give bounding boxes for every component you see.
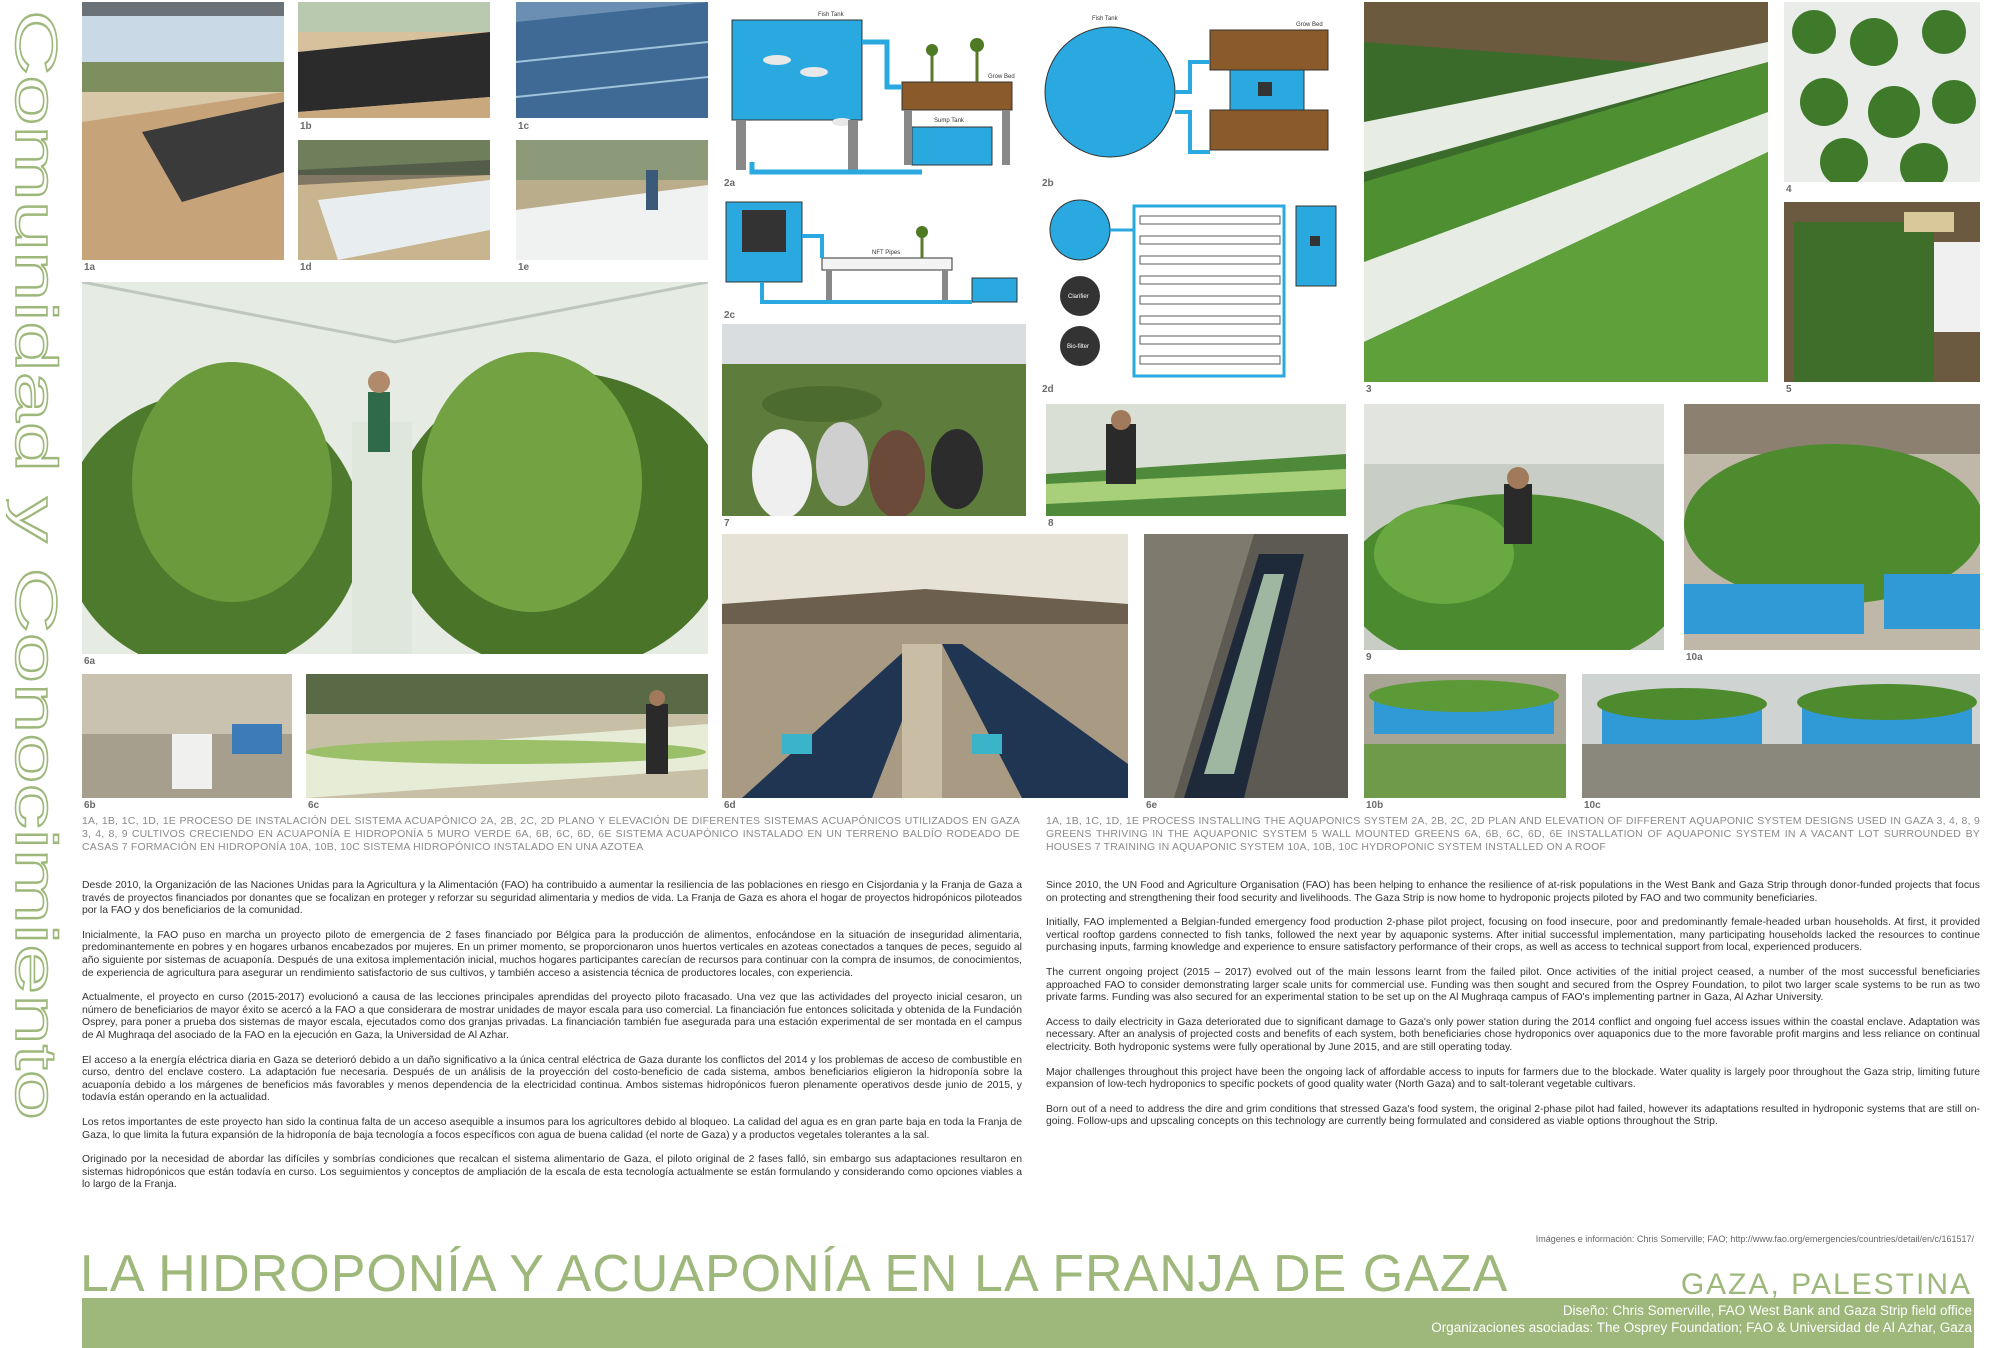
label-2d: 2d xyxy=(1042,384,1054,395)
photo-4 xyxy=(1784,2,1980,182)
photo-6a xyxy=(82,282,708,654)
label-6e: 6e xyxy=(1146,800,1158,811)
diagram-2a xyxy=(722,2,1026,176)
diagram-2d xyxy=(1040,196,1344,382)
label-1b: 1b xyxy=(300,121,312,132)
body-text-es xyxy=(82,880,1022,1204)
photo-1a xyxy=(82,2,284,260)
body-en-paragraph: The current ongoing project (2015 – 2017) evolved out of the main lessons learnt from the failed pilot. Once activities of the initial project ceased, a number of the most successful beneficiaries approached FAO to consider demonstrating larger scale units for commercial use. Funding was then sought and secured from the Osprey Foundation, to pilot two larger scale systems to be run as two private farms. Funding was also secured for an experimental station to be set up on the Al Mughraqa campus of FAO's implementing partner in Gaza, Al Azhar University. xyxy=(1046,966,1980,1004)
body-en-paragraph: Born out of a need to address the dire and grim conditions that stressed Gaza's food system, the original 2-phase pilot had failed, however its adaptations resulted in hydroponic systems that are still on-going. Follow-ups and upscaling concepts on this technology are currently being formulated and considered as viable options throughout the Strip. xyxy=(1046,1103,1980,1128)
label-1c: 1c xyxy=(518,121,530,132)
photo-5 xyxy=(1784,202,1980,382)
photo-7 xyxy=(722,324,1026,516)
label-6d: 6d xyxy=(724,800,736,811)
diagram-2a-sump-tank: Sump Tank xyxy=(934,118,964,124)
body-en-paragraph: Access to daily electricity in Gaza deteriorated due to significant damage to Gaza's only power station during the 2014 conflict and ongoing fuel access issues within the coastal enclave. Adaptation was necessary. After an analysis of projected costs and benefits of each system, both beneficiaries chose hydroponics over aquaponics due to the more favorable profit margins and less reliance on continual electricity. Both hydroponic systems were fully operational by June 2015, and are still operating today. xyxy=(1046,1016,1980,1053)
diagram-2c xyxy=(722,196,1026,308)
photo-6d xyxy=(722,534,1128,798)
caption-es: 1A, 1B, 1C, 1D, 1E PROCESO DE INSTALACIÓN DEL SISTEMA ACUAPÓNICO 2A, 2B, 2C, 2D PLANO Y ELEVACIÓN DE DIFERENTES SISTEMAS ACUAPÓNICOS UTILIZADOS EN GAZA 3, 4, 8, 9 CULTIVOS CRECIENDO EN ACUAPONÍA E HIDROPONÍA 5 MURO VERDE 6A, 6B, 6C, 6D, 6E SISTEMA ACUAPÓNICO INSTALADO EN UN TERRENO BALDÍO RODEADO DE CASAS 7 FORMACIÓN EN HIDROPONÍA 10A, 10B, 10C SISTEMA HIDROPÓNICO INSTALADO EN UNA AZOTEA xyxy=(82,815,1020,853)
photo-10a xyxy=(1684,404,1980,650)
body-en-paragraph: Since 2010, the UN Food and Agriculture Organisation (FAO) has been helping to enhance the resilience of at-risk populations in the West Bank and Gaza Strip through donor-funded projects that focus on protecting and strengthening their food security and livelihoods. The Gaza Strip is now home to hydroponic projects piloted by FAO and two community beneficiaries. xyxy=(1046,880,1980,904)
label-6a: 6a xyxy=(84,656,96,667)
main-title: LA HIDROPONÍA Y ACUAPONÍA EN LA FRANJA DE GAZA xyxy=(80,1245,1509,1303)
label-9: 9 xyxy=(1366,652,1372,663)
credit-design: Diseño: Chris Somerville, FAO West Bank and Gaza Strip field office xyxy=(1562,1303,1972,1318)
photo-1e xyxy=(516,140,708,260)
body-es-paragraph: Actualmente, el proyecto en curso (2015-2017) evolucionó a causa de las lecciones principales aprendidas del proyecto piloto fracasado. Una vez que las actividades del proyecto inicial cesaron, un número de beneficiarios de mayor éxito se acercó a la FAO a que considerara de mostrar unidades de mayor escala para uso comercial. La financiación fue entonces solicitada y obtenida de la Fundación Osprey, para poner a prueba dos sistemas de mayor escala, ejecutados como dos granjas privadas. La financiación también fue asegurada para una estación experimental de ser montada en el campus de Al Mughraqa del asociado de la FAO en la ejecución en Gaza, la Universidad de Al Azhar. xyxy=(82,992,1022,1041)
label-6b: 6b xyxy=(84,800,96,811)
photo-10c xyxy=(1582,674,1980,798)
diagram-2d-bio-filter: Bio-filter xyxy=(1067,344,1090,350)
photo-9 xyxy=(1364,404,1664,650)
source-credit: Imágenes e información: Chris Somerville; FAO; http://www.fao.org/emergencies/countries/detail/en/c/161517/ xyxy=(1535,1234,1974,1244)
label-10b: 10b xyxy=(1366,800,1384,811)
photo-6b xyxy=(82,674,292,798)
body-es-paragraph: Inicialmente, la FAO puso en marcha un proyecto piloto de emergencia de 2 fases financiado por Bélgica para la producción de alimentos, enfocándose en la situación de inseguridad alimentaria, predominantemente en pobres y en hogares urbanos encabezados por mujeres. En un primer momento, se proporcionaron unos huertos verticales en azoteas conectados a tanques de peces, seguido al año siguiente por sistemas de acuaponía. Después de una exitosa implementación inicial, muchos hogares participantes carecían de recursos para continuar con la compra de insumos, de conocimientos, de experiencia de agricultura para asegurar un rendimiento satisfactorio de sus cultivos, y también acceso a asistencia técnica de productores locales, con experiencia. xyxy=(82,929,1022,979)
diagram-2b-grow-bed: Grow Bed xyxy=(1296,22,1323,28)
photo-8 xyxy=(1046,404,1346,516)
place-name: GAZA, PALESTINA xyxy=(1680,1268,1972,1301)
body-es-paragraph: Originado por la necesidad de abordar las difíciles y sombrías condiciones que recalcan el sistema alimentario de Gaza, el piloto original de 2 fases falló, sin embargo sus adaptaciones resultaron en sistemas hidropónicos que están todavía en curso. Los seguimientos y conceptos de ampliación de la escala de esta tecnología actualmente se están formulando y considerando como opciones viables a lo largo de la Franja. xyxy=(82,1154,1022,1191)
photo-3 xyxy=(1364,2,1768,382)
diagram-2d-clarifier: Clarifier xyxy=(1068,294,1089,300)
photo-1b xyxy=(298,2,490,118)
diagram-2b-fish-tank: Fish Tank xyxy=(1092,16,1118,22)
photo-1d xyxy=(298,140,490,260)
caption-en: 1A, 1B, 1C, 1D, 1E PROCESS INSTALLING THE AQUAPONICS SYSTEM 2A, 2B, 2C, 2D PLAN AND ELEVATION OF DIFFERENT AQUAPONIC SYSTEM DESIGNS USED IN GAZA 3, 4, 8, 9 GREENS THRIVING IN THE AQUAPONIC SYSTEM 5 WALL MOUNTED GREENS 6A, 6B, 6C, 6D, 6E INSTALLATION OF AQUAPONIC SYSTEM IN A VACANT LOT SURROUNDED BY HOUSES 7 TRAINING IN AQUAPONIC SYSTEM 10A, 10B, 10C HYDROPONIC SYSTEM INSTALLED ON A ROOF xyxy=(1046,815,1980,853)
body-es-paragraph: Los retos importantes de este proyecto han sido la continua falta de un acceso asequible a insumos para los agricultores debido al bloqueo. La calidad del agua es en gran parte baja en toda la Franja de Gaza, lo que limita la futura expansión de la hidroponía de baja tecnología a focos específicos con agua de buena calidad (el norte de Gaza) y a productos vegetales tolerantes a la sal. xyxy=(82,1116,1022,1141)
diagram-2a-grow-bed: Grow Bed xyxy=(988,74,1015,80)
label-2c: 2c xyxy=(724,310,736,321)
label-1e: 1e xyxy=(518,262,530,273)
diagram-2a-fish-tank: Fish Tank xyxy=(818,12,844,18)
label-10c: 10c xyxy=(1584,800,1601,811)
body-en-paragraph: Initially, FAO implemented a Belgian-funded emergency food production 2-phase pilot project, focusing on food insecure, poor and predominantly female-headed urban households. At first, it provided vertical rooftop gardens connected to fish tanks, followed the next year by aquaponic systems. After initial successful implementation, many participating households lacked the resources to continue purchasing inputs, farming knowledge and experience to ensure satisfactory performance of their crops, as well as access to technical support from local, experienced producers. xyxy=(1046,917,1980,954)
label-4: 4 xyxy=(1786,184,1792,195)
label-1d: 1d xyxy=(300,262,312,273)
photo-10b xyxy=(1364,674,1566,798)
label-2b: 2b xyxy=(1042,178,1054,189)
credit-organizations: Organizaciones asociadas: The Osprey Foundation; FAO & Universidad de Al Azhar, Gaza xyxy=(1431,1320,1972,1335)
photo-1c xyxy=(516,2,708,118)
label-10a: 10a xyxy=(1686,652,1703,663)
label-8: 8 xyxy=(1048,518,1054,529)
label-5: 5 xyxy=(1786,384,1792,395)
label-3: 3 xyxy=(1366,384,1372,395)
vertical-title xyxy=(6,0,76,1130)
body-es-paragraph: El acceso a la energía eléctrica diaria en Gaza se deterioró debido a un daño significativo a la única central eléctrica de Gaza durante los conflictos del 2014 y los problemas de acceso de combustible en curso, dentro del enclave costero. La adaptación fue necesaria. Después de un análisis de la proyección del costo-beneficio de cada sistema, ambos beneficiarios eligieron la hidroponía sobre la acuaponía debido a los márgenes de beneficios más favorables y menos dependencia de la electricidad continua. Ambos sistemas hidropónicos fueron plenamente operativos desde junio de 2015, y todavía están operando en la actualidad. xyxy=(82,1054,1022,1104)
vertical-title-text: Comunidad y Conocimiento xyxy=(6,10,68,723)
diagram-2b xyxy=(1040,2,1344,176)
diagram-2c-nft-pipes: NFT Pipes xyxy=(872,250,901,256)
label-6c: 6c xyxy=(308,800,320,811)
body-en-paragraph: Major challenges throughout this project have been the ongoing lack of affordable access to inputs for farmers due to the blockade. Water quality is largely poor throughout the Gaza strip, limiting future expansion of low-tech hydroponics to specific pockets of good quality water (North Gaza) and to salt-tolerant vegetable cultivars. xyxy=(1046,1066,1980,1091)
body-text-en xyxy=(1046,880,1980,1141)
label-1a: 1a xyxy=(84,262,96,273)
label-2a: 2a xyxy=(724,178,736,189)
credits xyxy=(1431,1302,1972,1336)
label-7: 7 xyxy=(724,518,730,529)
photo-6c xyxy=(306,674,708,798)
body-es-paragraph: Desde 2010, la Organización de las Naciones Unidas para la Agricultura y la Alimentación (FAO) ha contribuido a aumentar la resiliencia de las poblaciones en riesgo en Cisjordania y la Franja de Gaza a través de proyectos financiados por donantes que se focalizan en proteger y reforzar su seguridad alimentaria y medios de vida. La Franja de Gaza es ahora el hogar de proyectos hidropónicos piloteados por la FAO y dos beneficiarios de la comunidad. xyxy=(82,880,1022,917)
photo-6e xyxy=(1144,534,1348,798)
